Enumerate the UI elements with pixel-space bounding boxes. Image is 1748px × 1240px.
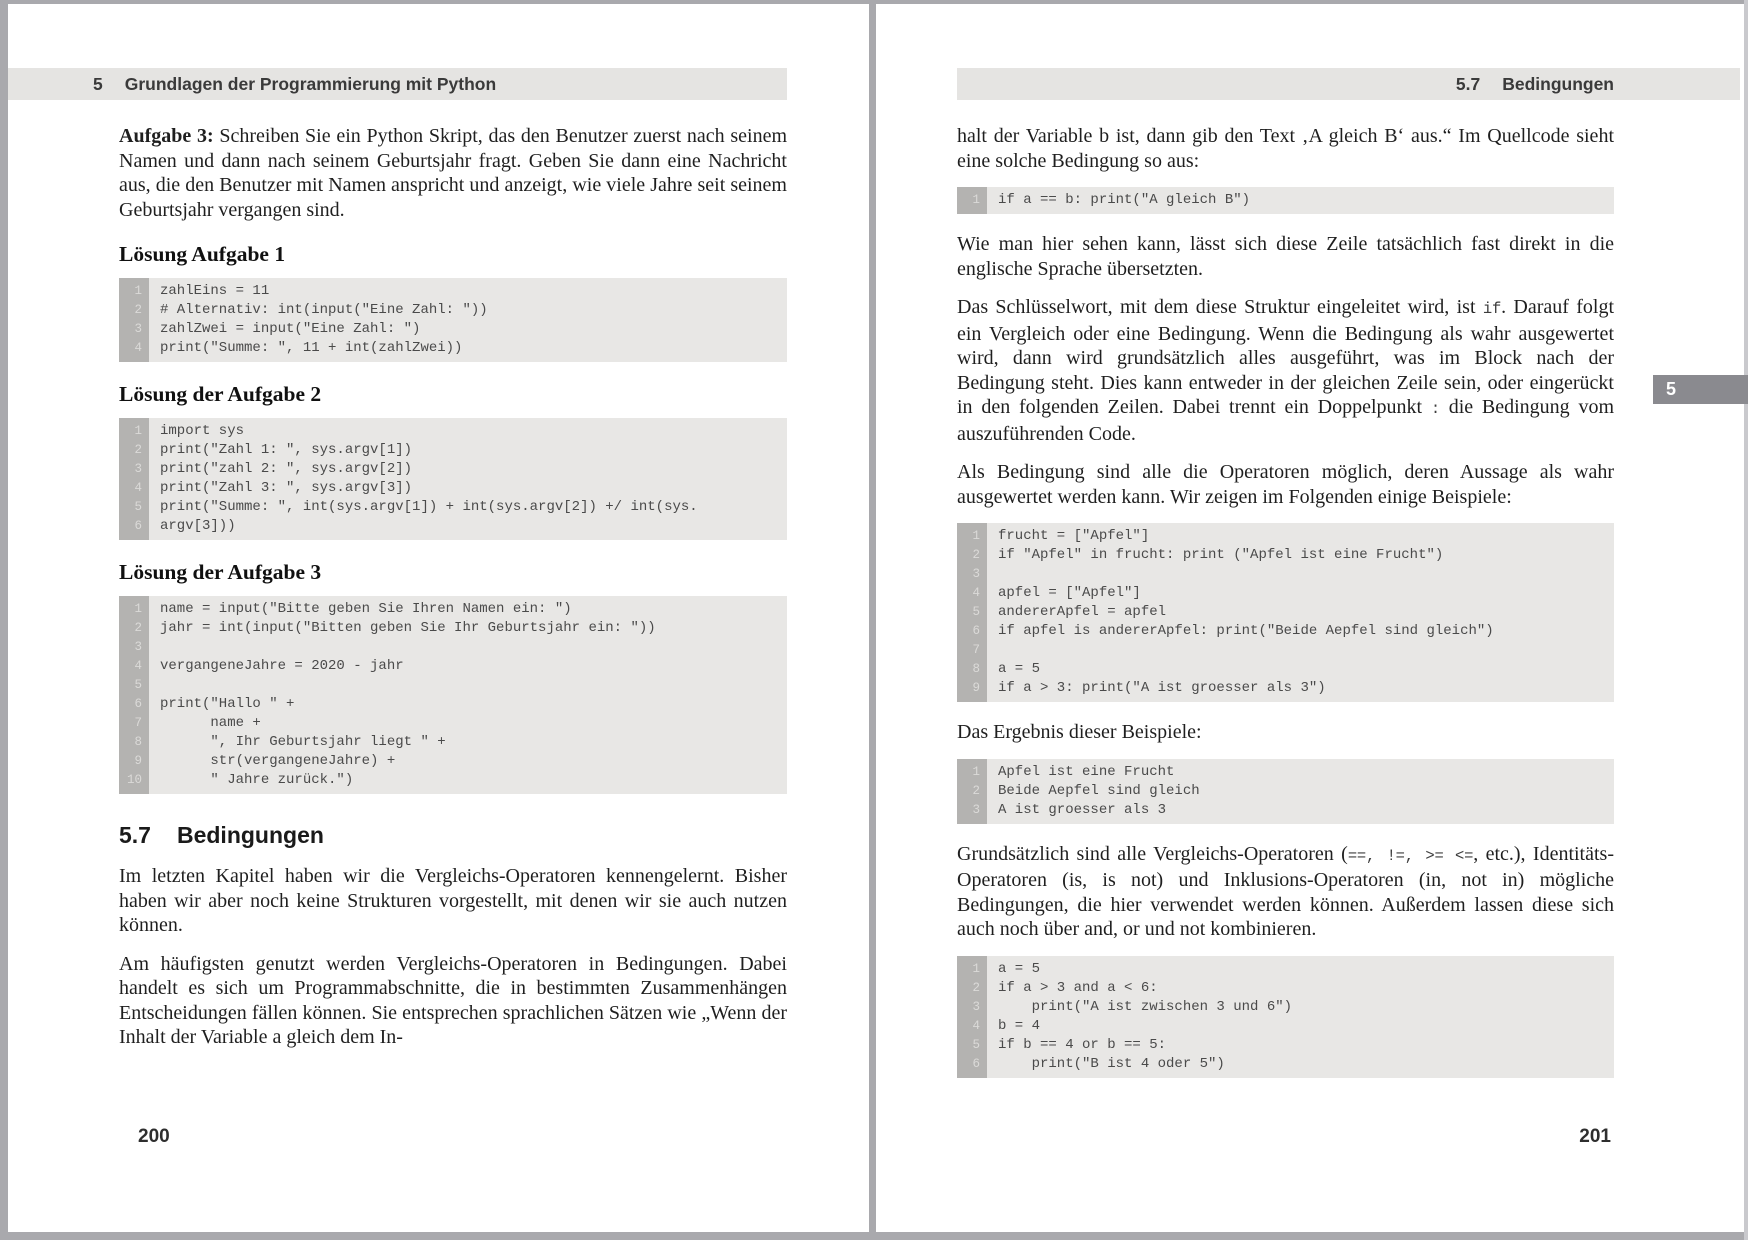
code-line: print("Zahl 3: ", sys.argv[3]) bbox=[160, 480, 413, 496]
paragraph bbox=[119, 864, 787, 938]
line-number: 4 bbox=[972, 1018, 980, 1033]
line-number: 8 bbox=[972, 662, 980, 676]
line-number: 3 bbox=[134, 640, 142, 654]
line-number: 9 bbox=[134, 754, 142, 768]
solution-heading: Lösung Aufgabe 1 bbox=[119, 242, 286, 266]
line-number: 4 bbox=[134, 341, 142, 355]
line-number: 2 bbox=[972, 783, 980, 798]
line-number: 2 bbox=[972, 980, 980, 995]
line-number: 2 bbox=[134, 303, 142, 317]
paragraph bbox=[957, 295, 1614, 446]
code-line: argv[3])) bbox=[160, 518, 236, 534]
section-title: Bedingungen bbox=[176, 822, 324, 848]
paragraph bbox=[957, 124, 1614, 173]
code-line: if a > 3: print("A ist groesser als 3") bbox=[998, 680, 1326, 696]
code-line: a = 5 bbox=[998, 661, 1041, 677]
line-number: 1 bbox=[134, 284, 142, 298]
section-title: Bedingungen bbox=[1502, 73, 1614, 94]
code-line: print("Summe: ", 11 + int(zahlZwei)) bbox=[160, 340, 463, 356]
text-run: Im letzten Kapitel haben wir die Vergleichs-Operatoren kennengelernt. Bisher haben wir aber noch keine Strukturen vorgestellt, mit denen wir sie auch nutzen können. bbox=[119, 865, 787, 936]
code-lines bbox=[149, 278, 787, 362]
line-number: 6 bbox=[972, 624, 980, 638]
text-run: , etc.), Identitäts-Operatoren (is, is not) und Inklusions-Operatoren (in, not in) mögliche Bedingungen, die hier verwendet werden können. Außerdem lassen diese sich auch noch über and, or und not kombinieren. bbox=[957, 842, 1614, 940]
text-run: Als Bedingung sind alle die Operatoren möglich, deren Aussage als wahr ausgewertet werden kann. Wir zeigen im Folgenden einige Beispiele: bbox=[957, 461, 1614, 508]
code-line: zahlZwei = input("Eine Zahl: ") bbox=[160, 321, 421, 337]
page-left bbox=[8, 4, 869, 1232]
running-head-right bbox=[957, 68, 1740, 100]
code-lines bbox=[987, 956, 1614, 1078]
code-lines bbox=[987, 759, 1614, 824]
paragraph bbox=[957, 232, 1614, 281]
line-number: 4 bbox=[134, 481, 142, 495]
code-line: print("Zahl 1: ", sys.argv[1]) bbox=[160, 442, 413, 458]
code-line: if b == 4 or b == 5: bbox=[998, 1036, 1167, 1053]
line-number: 3 bbox=[972, 802, 980, 817]
section-number: 5.7 bbox=[1455, 73, 1481, 94]
line-number: 6 bbox=[134, 697, 142, 711]
text-run: Das Ergebnis dieser Beispiele: bbox=[957, 721, 1202, 743]
line-number-gutter bbox=[119, 278, 149, 362]
line-number: 10 bbox=[126, 773, 142, 787]
code-line: if apfel is andererApfel: print("Beide Aepfel sind gleich") bbox=[998, 623, 1494, 639]
line-number: 1 bbox=[134, 424, 142, 438]
code-line: a = 5 bbox=[998, 960, 1041, 977]
line-number: 1 bbox=[972, 961, 980, 976]
code-line bbox=[160, 638, 787, 657]
line-number: 1 bbox=[134, 602, 142, 616]
code-line: A ist groesser als 3 bbox=[998, 801, 1167, 818]
line-number: 3 bbox=[134, 322, 142, 336]
code-block bbox=[119, 596, 787, 794]
line-number: 1 bbox=[972, 764, 980, 779]
paragraph bbox=[119, 124, 787, 222]
inline-code: : bbox=[1430, 400, 1440, 418]
line-number: 4 bbox=[134, 659, 142, 673]
text-run: Das Schlüsselwort, mit dem diese Struktur eingeleitet wird, ist bbox=[957, 296, 1483, 318]
chapter-thumb-tab: 5 bbox=[1653, 375, 1748, 404]
line-number: 3 bbox=[134, 462, 142, 476]
line-number: 5 bbox=[134, 678, 142, 692]
line-number: 7 bbox=[972, 643, 980, 657]
line-number-gutter bbox=[119, 596, 149, 794]
code-line: name = input("Bitte geben Sie Ihren Namen ein: ") bbox=[160, 601, 572, 617]
code-line: print("zahl 2: ", sys.argv[2]) bbox=[160, 461, 413, 477]
code-block bbox=[119, 278, 787, 362]
text-run: . Darauf folgt ein Vergleich oder eine Bedingung. Wenn die Bedingung als wahr ausgewertet wird, dann wird grundsätzlich alles ausgeführt, was im Block nach der Bedingung steht. Dies kann entweder in der gleichen Zeile sein, oder eingerückt in den folgenden Zeilen. Dabei trennt ein Doppelpunkt bbox=[957, 296, 1615, 418]
line-number: 2 bbox=[134, 621, 142, 635]
page-number-left: 200 bbox=[138, 1126, 170, 1147]
code-line: Beide Aepfel sind gleich bbox=[998, 782, 1200, 799]
line-number: 5 bbox=[134, 500, 142, 514]
code-line: print("B ist 4 oder 5") bbox=[998, 1055, 1225, 1072]
right-page-content bbox=[957, 124, 1614, 1078]
code-lines bbox=[987, 523, 1614, 702]
line-number: 1 bbox=[972, 193, 980, 207]
section-heading bbox=[119, 822, 787, 849]
code-line: ", Ihr Geburtsjahr liegt " + bbox=[160, 734, 446, 750]
code-line: if "Apfel" in frucht: print ("Apfel ist eine Frucht") bbox=[998, 547, 1444, 563]
line-number-gutter bbox=[119, 418, 149, 540]
left-page-content bbox=[119, 124, 787, 1050]
right-border bbox=[1744, 0, 1748, 1240]
inline-code: if bbox=[1482, 300, 1502, 318]
code-line: str(vergangeneJahre) + bbox=[160, 753, 396, 769]
code-line bbox=[998, 565, 1614, 584]
code-line: vergangeneJahre = 2020 - jahr bbox=[160, 658, 404, 674]
line-number: 6 bbox=[972, 1056, 980, 1071]
code-line: name + bbox=[160, 715, 261, 731]
solution-heading: Lösung der Aufgabe 2 bbox=[119, 382, 322, 406]
running-head-left bbox=[8, 68, 787, 100]
line-number: 9 bbox=[972, 681, 980, 695]
code-line: # Alternativ: int(input("Eine Zahl: ")) bbox=[160, 302, 488, 318]
code-line: " Jahre zurück.") bbox=[160, 772, 354, 788]
line-number: 2 bbox=[972, 548, 980, 562]
paragraph-lead: Aufgabe 3: bbox=[119, 125, 214, 147]
code-block bbox=[957, 523, 1614, 702]
code-block bbox=[119, 418, 787, 540]
code-line: andererApfel = apfel bbox=[998, 604, 1167, 620]
code-line: frucht = ["Apfel"] bbox=[998, 528, 1150, 544]
inline-code: ==, !=, >= <= bbox=[1347, 846, 1474, 865]
text-run: Wie man hier sehen kann, lässt sich diese Zeile tatsächlich fast direkt in die englische Sprache übersetzten. bbox=[957, 233, 1614, 280]
code-line: b = 4 bbox=[998, 1017, 1041, 1034]
code-line: print("Summe: ", int(sys.argv[1]) + int(sys.argv[2]) +/ int(sys. bbox=[160, 499, 698, 515]
page-divider bbox=[869, 0, 876, 1240]
code-line: apfel = ["Apfel"] bbox=[998, 585, 1141, 601]
code-lines bbox=[149, 418, 787, 540]
line-number: 5 bbox=[972, 1037, 980, 1052]
chapter-number: 5 bbox=[93, 73, 103, 94]
paragraph bbox=[119, 952, 787, 1050]
left-border bbox=[0, 0, 8, 1240]
text-run: die Bedingung vom auszuführenden Code. bbox=[957, 396, 1614, 445]
code-lines bbox=[149, 596, 787, 794]
paragraph bbox=[957, 720, 1614, 745]
code-line bbox=[160, 676, 787, 695]
page-right bbox=[876, 4, 1744, 1232]
paragraph bbox=[957, 842, 1614, 942]
code-block bbox=[957, 956, 1614, 1078]
code-lines bbox=[987, 187, 1614, 214]
line-number: 1 bbox=[972, 529, 980, 543]
paragraph bbox=[957, 460, 1614, 509]
code-line: zahlEins = 11 bbox=[160, 283, 270, 299]
code-block bbox=[957, 759, 1614, 824]
code-line: import sys bbox=[160, 423, 245, 439]
page-number-right: 201 bbox=[1579, 1126, 1611, 1147]
line-number-gutter bbox=[957, 523, 987, 702]
code-line: print("A ist zwischen 3 und 6") bbox=[998, 998, 1293, 1015]
section-number: 5.7 bbox=[119, 822, 151, 848]
text-run: Am häufigsten genutzt werden Vergleichs-Operatoren in Bedingungen. Dabei handelt es sich um Programmabschnitte, die in bestimmten Zusammenhängen Entscheidungen fällen können. Sie entsprechen sprachlichen Sätzen wie „Wenn der Inhalt der Variable a gleich dem In- bbox=[119, 952, 787, 1048]
code-line: if a > 3 and a < 6: bbox=[998, 979, 1158, 996]
code-block bbox=[957, 187, 1614, 214]
line-number: 2 bbox=[134, 443, 142, 457]
line-number: 6 bbox=[134, 519, 142, 533]
line-number: 3 bbox=[972, 567, 980, 581]
line-number: 5 bbox=[972, 605, 980, 619]
code-line: jahr = int(input("Bitten geben Sie Ihr Geburtsjahr ein: ")) bbox=[160, 620, 656, 636]
code-line: print("Hallo " + bbox=[160, 696, 295, 712]
code-line: if a == b: print("A gleich B") bbox=[998, 192, 1251, 208]
line-number-gutter bbox=[957, 759, 987, 824]
line-number: 3 bbox=[972, 999, 980, 1014]
line-number-gutter bbox=[957, 956, 987, 1078]
line-number: 7 bbox=[134, 716, 142, 730]
code-line: Apfel ist eine Frucht bbox=[998, 763, 1175, 780]
line-number: 8 bbox=[134, 735, 142, 749]
solution-heading: Lösung der Aufgabe 3 bbox=[119, 560, 322, 584]
chapter-title: Grundlagen der Programmierung mit Python bbox=[124, 73, 497, 94]
text-run: Grundsätzlich sind alle Vergleichs-Operatoren ( bbox=[957, 842, 1348, 865]
line-number: 4 bbox=[972, 586, 980, 600]
line-number-gutter bbox=[957, 187, 987, 214]
text-run: halt der Variable b ist, dann gib den Text ‚A gleich B‘ aus.“ Im Quellcode sieht eine solche Bedingung so aus: bbox=[957, 125, 1614, 172]
text-run: Schreiben Sie ein Python Skript, das den Benutzer zuerst nach seinem Namen und dann nach seinem Geburtsjahr fragt. Geben Sie dann eine Nachricht aus, die den Benutzer mit Namen anspricht und anzeigt, wie viele Jahre seit seinem Geburtsjahr vergangen sind. bbox=[119, 125, 788, 221]
code-line bbox=[998, 641, 1614, 660]
